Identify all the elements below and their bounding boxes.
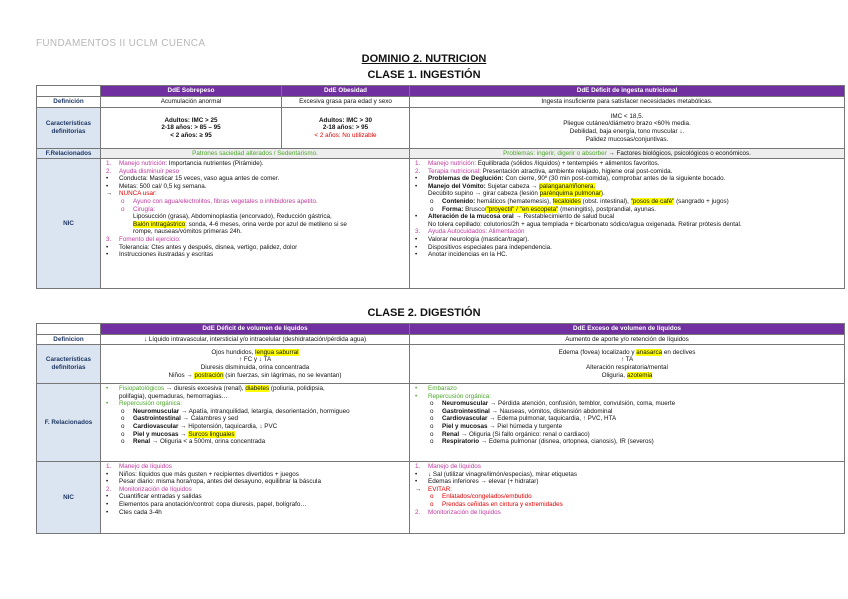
definicion-sobrepeso: Acumulación anormal (101, 97, 282, 108)
corner-cell-2 (37, 324, 101, 335)
frel2-label: F. Relacionados (37, 384, 101, 462)
document-header: FUNDAMENTOS II UCLM CUENCA (36, 38, 206, 49)
col-deficit-ingesta: DdE Déficit de ingesta nutricional (410, 86, 845, 97)
nic-sobrepeso-obesidad: 1. Manejo nutrición: Importancia nutrientes (Pirámide). 2. Ayuda disminuir peso • Conducta: Masticar 15 veces, vaso agua antes de comer. • Metas: 500 cal/ 0,5 kg semana. → NUNCA usar: o Ayuno con agua/electrolitos, fibras vegetales o inhibidores apetito. o Cirugía: Liposucción (grasa), Abdominoplastia (encorvado), Reducción gástrica, Balón intragástrico: sonda, 4-6 meses, orina verde por azul de metileno si se rompe, nauseas/vómitos primeras 24h. 3. Fomento del ejercicio: • Tolerancia: Ctes antes y después, disnea, vertigo, palidez, dolor • Instrucciones ilustradas y escritas (101, 159, 410, 289)
definicion-label: Definición (37, 97, 101, 108)
nic-exceso-volumen: 1. Manejo de líquidos • ↓ Sal (utilizar vinagre/limón/especias), mirar etiquetas • Edemas inferiores → elevar (+ hidratar) → EVITAR: o Enlatados/congelados/embutido o Prendas ceñidas en cintura y extremidades 2. Monitorización de líquidos (410, 462, 845, 534)
nic-deficit: 1. Manejo nutrición: Equilibrada (sólidos /líquidos) + tentempiés + alimentos favoritos. 2. Terapia nutricional: Presentación atractiva, ambiente relajado, higiene oral post-comida. • Problemas de Deglución: Con cierre, 90º (30 min post-comida), comprobar antes de la siguiente bocado. • Manejo del Vómito: Sujetar cabeza → palangana/riñonera. Decúbito supino → girar cabeza (lesión parénquima pulmonar). o Contenido: hemáticos (hematemesis), fecaloides (obst. intestinal), "posos de café" (sangrado + jugos) o Forma: Brusco/"proyectil" / "en escopeta" (meningitis), postprandial, ayunas. • Alteración de la mucosa oral → Restablecimiento de salud bucal No tolera cepillado: colutorios/2h + agua templada + bicarbonato sódico/agua oxigenada. Retirar prótesis dental. 3. Ayuda Autocuidados: Alimentación • Valorar neurología (masticar/tragar). • Dispositivos especiales para independencia. • Anotar incidencias en la HC. (410, 159, 845, 289)
definicion2-label: Definicion (37, 335, 101, 345)
corner-cell (37, 86, 101, 97)
nic2-label: NIC (37, 462, 101, 534)
definicion-obesidad: Excesiva grasa para edad y sexo (282, 97, 410, 108)
frel-exceso-volumen: • Embarazo • Repercusión orgánica: o Neuromuscular → Pérdida atención, confusión, temblor, convulsión, coma, muerte o Gastrointestinal → Nauseas, vómitos, distensión abdominal o Cardiovascular → Edema pulmonar, taquicardia, ↑ PVC, HTA o Piel y mucosas → Piel húmeda y turgente o Renal → Oliguria (Si fallo orgánico: renal o cardiaco) o Respiratorio → Edema pulmonar (disnea, ortopnea, cianosis), IR (severos) (410, 384, 845, 462)
frel-deficit: Problemas: ingerir, digerir o absorber → Factores biológicos, psicológicos o económicos. (410, 149, 845, 159)
clase2-table (36, 323, 845, 534)
frel-deficit-volumen: • Fisiopatológicos → diuresis excesiva (renal), diabetes (poliuria, polidipsia, polifagia), quemaduras, hemorragias… • Repercusión orgánica: o Neuromuscular → Apatía, intranquilidad, letargia, desorientación, hormigueo o Gastrointestinal → Calambres y sed o Cardiovascular → Hipotensión, taquicardia, ↓ PVC o Piel y mucosas → Surcos linguales o Renal → Oliguria < a 500ml, orina concentrada (101, 384, 410, 462)
definicion-deficit-volumen: ↓ Líquido intravascular, intersticial y/o intracelular (deshidratación/pérdida agua) (101, 335, 410, 345)
nic-label: NIC (37, 159, 101, 289)
col-obesidad: DdE Obesidad (282, 86, 410, 97)
clase1-title: CLASE 1. INGESTIÓN (367, 69, 481, 81)
dominio-title: DOMINIO 2. NUTRICION (361, 53, 487, 65)
frel-sobrepeso-obesidad: Patrones saciedad alterados / Sedentarismo. (101, 149, 410, 159)
col-deficit-volumen: DdE Déficit de volumen de líquidos (101, 324, 410, 335)
clase2-title: CLASE 2. DIGESTIÓN (367, 307, 481, 319)
caract-deficit-volumen: Ojos hundidos, lengua saburral ↑ FC y ↓ TA Diuresis disminuida, orina concentrada Niños → postración (sin fuerzas, sin lágrimas, no se levantan) (101, 345, 410, 384)
col-exceso-volumen: DdE Exceso de volumen de líquidos (410, 324, 845, 335)
frel-label: F.Relacionados (37, 149, 101, 159)
caract-exceso-volumen: Edema (fovea) localizado y anasarca en declives ↑ TA Alteración respiratoria/mental Oliguria, azotemia (410, 345, 845, 384)
clase1-table (36, 85, 845, 289)
definicion-deficit: Ingesta insuficiente para satisfacer necesidades metabólicas. (410, 97, 845, 108)
caract-obesidad: Adultos: IMC > 30 2-18 años: > 95 < 2 años: No utilizable (282, 108, 410, 149)
caract2-label: Características definitorias (37, 345, 101, 384)
caract-label: Características definitorias (37, 108, 101, 149)
caract-deficit: IMC < 18,5. Pliegue cutáneo/diámetro brazo <60% media. Debilidad, baja energía, tono muscular ↓. Palidez mucosas/conjuntivas. (410, 108, 845, 149)
col-sobrepeso: DdE Sobrepeso (101, 86, 282, 97)
definicion-exceso-volumen: Aumento de aporte y/o retención de líquidos (410, 335, 845, 345)
caract-sobrepeso: Adultos: IMC > 25 2-18 años: > 85 – 95 < 2 años: ≥ 95 (101, 108, 282, 149)
nic-deficit-volumen: 1. Manejo de líquidos • Niños: líquidos que más gusten + recipientes divertidos + juegos • Pesar diario: misma hora/ropa, antes del desayuno, equilibrar la báscula 2. Monitorización de líquidos • Cuantificar entradas y salidas • Elementos para anotación/control: copa diuresis, papel, bolígrafo… • Ctes cada 3-4h (101, 462, 410, 534)
